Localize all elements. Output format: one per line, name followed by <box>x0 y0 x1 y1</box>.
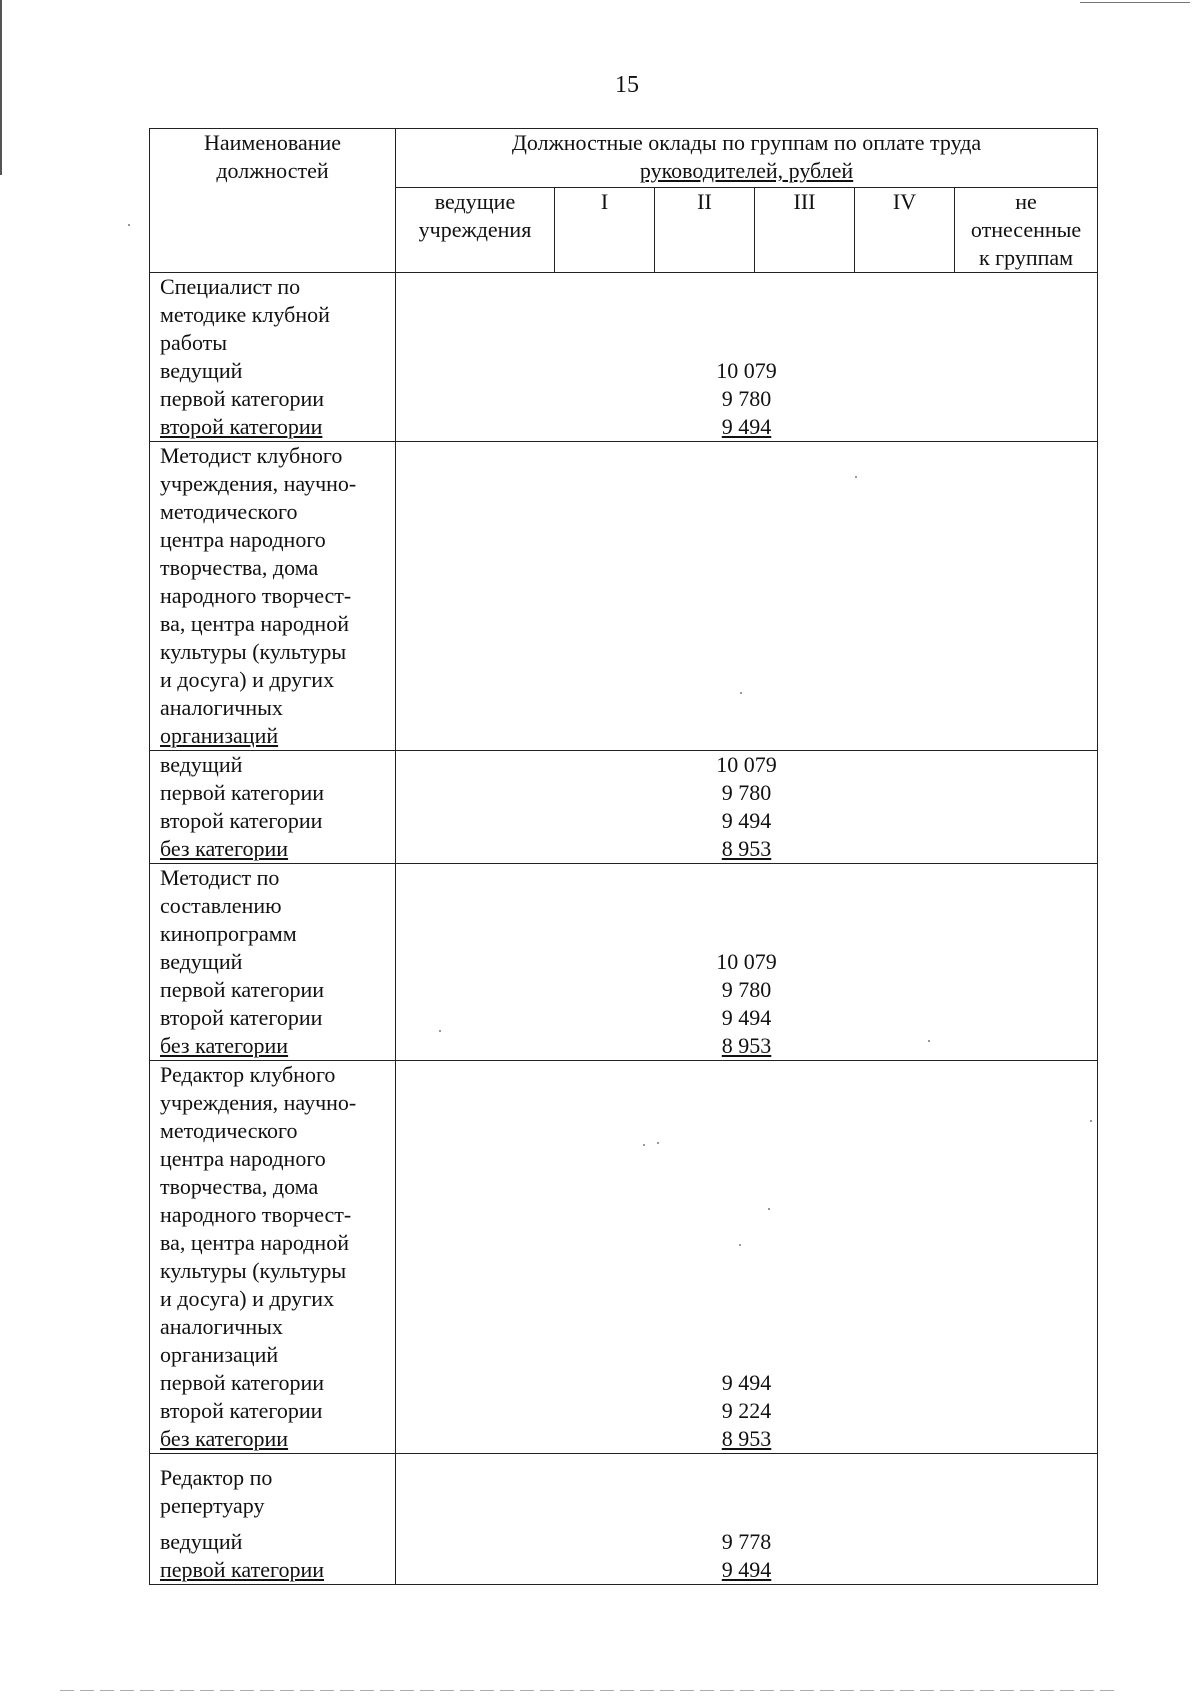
salary-value-cell <box>396 864 1098 1061</box>
scan-edge-line <box>1080 2 1190 3</box>
salary-value-line <box>396 1089 1097 1117</box>
salary-value-line <box>396 1313 1097 1341</box>
salary-value-line <box>396 273 1097 301</box>
salary-value-cell <box>396 1454 1098 1585</box>
position-name-line: творчества, дома <box>160 1174 319 1199</box>
salary-value-line: 9 780 <box>721 386 772 411</box>
position-name-line: ва, центра народной <box>160 1230 349 1255</box>
salary-value-line <box>396 864 1097 892</box>
position-name-line: ведущий <box>160 1529 243 1554</box>
position-name-line: народного творчест- <box>160 583 352 608</box>
salary-value-line: 9 494 <box>721 1370 772 1395</box>
header-name-line: Наименование <box>203 130 342 155</box>
position-name-line: Редактор по <box>160 1465 273 1490</box>
header-group-leading <box>396 188 555 273</box>
position-name-line: первой категории <box>160 386 325 411</box>
position-name-line: центра народного <box>160 1146 326 1171</box>
position-name-cell <box>150 273 396 442</box>
position-name-line: методике клубной <box>160 302 330 327</box>
header-group-line: ведущие <box>434 189 516 214</box>
salary-value-line <box>396 1464 1097 1492</box>
page-number: 15 <box>615 72 639 98</box>
salary-value-line <box>396 920 1097 948</box>
table-row <box>150 442 1098 751</box>
salary-value-line: 10 079 <box>716 752 777 777</box>
header-group-line: учреждения <box>418 217 532 242</box>
header-salary-groups <box>396 129 1098 188</box>
salary-value-line <box>396 892 1097 920</box>
salary-value-line: 9 494 <box>721 808 772 833</box>
position-name-cell <box>150 1061 396 1454</box>
position-name-cell <box>150 442 396 751</box>
table-row <box>150 1061 1098 1454</box>
scan-speck <box>643 1144 645 1146</box>
header-group-line: I <box>600 189 609 214</box>
salary-value-cell <box>396 442 1098 751</box>
scan-speck <box>128 224 130 226</box>
position-name-line: методического <box>160 499 298 524</box>
scan-edge-line <box>60 1690 1120 1691</box>
scan-speck <box>657 1142 659 1144</box>
position-name-line: аналогичных <box>160 695 283 720</box>
header-row-main <box>150 129 1098 188</box>
salary-value-line <box>396 1061 1097 1089</box>
salary-table <box>149 128 1098 1585</box>
position-name-line: ва, центра народной <box>160 611 349 636</box>
position-name-line: культуры (культуры <box>160 639 347 664</box>
position-name-line: составлению <box>160 893 282 918</box>
salary-value-line: 9 494 <box>721 414 772 439</box>
salary-value-line <box>396 301 1097 329</box>
position-name-line: первой категории <box>160 780 325 805</box>
position-name-line: ведущий <box>160 358 243 383</box>
position-name-line: второй категории <box>160 414 323 439</box>
salary-value-line: 9 494 <box>721 1557 772 1582</box>
header-main-line: руководителей, рублей <box>639 158 854 183</box>
position-name-line: Специалист по <box>160 274 301 299</box>
salary-value-cell <box>396 751 1098 864</box>
position-name-line: репертуару <box>160 1493 265 1518</box>
header-group-line: IV <box>892 189 917 214</box>
salary-value-line: 9 780 <box>721 977 772 1002</box>
position-name-line: кинопрограмм <box>160 921 297 946</box>
salary-value-line: 8 953 <box>721 836 772 861</box>
position-name-line: и досуга) и других <box>160 667 335 692</box>
position-name-line: первой категории <box>160 977 325 1002</box>
position-name-line: работы <box>160 330 228 355</box>
position-name-cell <box>150 864 396 1061</box>
scan-speck <box>855 476 857 478</box>
header-group-line: III <box>793 189 816 214</box>
header-name-line: должностей <box>216 158 329 183</box>
position-name-cell <box>150 751 396 864</box>
position-name-line: аналогичных <box>160 1314 283 1339</box>
position-name-line: первой категории <box>160 1557 325 1582</box>
position-name-line: ведущий <box>160 949 243 974</box>
table-row <box>150 864 1098 1061</box>
position-name-line: народного творчест- <box>160 1202 352 1227</box>
salary-value-line <box>396 1341 1097 1369</box>
header-group-4 <box>855 188 955 273</box>
salary-value-line <box>396 1145 1097 1173</box>
table-row <box>150 1454 1098 1585</box>
salary-value-cell <box>396 273 1098 442</box>
position-name-line: второй категории <box>160 808 323 833</box>
position-name-line: Редактор клубного <box>160 1062 336 1087</box>
salary-value-cell <box>396 1061 1098 1454</box>
scan-speck <box>739 1244 741 1246</box>
position-name-line: творчества, дома <box>160 555 319 580</box>
position-name-cell <box>150 1454 396 1585</box>
position-name-line: первой категории <box>160 1370 325 1395</box>
salary-value-line: 10 079 <box>716 358 777 383</box>
salary-value-line: 8 953 <box>721 1033 772 1058</box>
header-group-line: отнесенные <box>970 217 1082 242</box>
position-name-line: ведущий <box>160 752 243 777</box>
table-row <box>150 751 1098 864</box>
header-group-2 <box>655 188 755 273</box>
scan-speck <box>439 1030 441 1032</box>
position-name-line: учреждения, научно- <box>160 471 357 496</box>
scan-speck <box>928 1040 930 1042</box>
position-name-line: без категории <box>160 836 289 861</box>
position-name-line: Методист по <box>160 865 280 890</box>
position-name-line: учреждения, научно- <box>160 1090 357 1115</box>
salary-value-line: 9 224 <box>721 1398 772 1423</box>
salary-value-line <box>396 329 1097 357</box>
header-position-name <box>150 129 396 273</box>
position-name-line: культуры (культуры <box>160 1258 347 1283</box>
position-name-line: второй категории <box>160 1005 323 1030</box>
salary-value-line <box>396 1201 1097 1229</box>
header-group-3 <box>755 188 855 273</box>
salary-value-line: 9 780 <box>721 780 772 805</box>
salary-value-line <box>396 1229 1097 1257</box>
scan-speck <box>768 1208 770 1210</box>
scan-speck <box>1090 1120 1092 1122</box>
salary-value-line <box>396 1492 1097 1520</box>
table-row <box>150 273 1098 442</box>
position-name-line: и досуга) и других <box>160 1286 335 1311</box>
salary-value-line: 8 953 <box>721 1426 772 1451</box>
table-body <box>150 273 1098 1585</box>
header-group-unassigned <box>955 188 1098 273</box>
scan-speck <box>740 692 742 694</box>
position-name-line: центра народного <box>160 527 326 552</box>
position-name-line: организаций <box>160 1342 279 1367</box>
salary-value-line: 9 778 <box>721 1529 772 1554</box>
header-group-line: не <box>1015 189 1037 214</box>
position-name-line: Методист клубного <box>160 443 343 468</box>
position-name-line: методического <box>160 1118 298 1143</box>
header-main-line: Должностные оклады по группам по оплате труда <box>511 130 982 155</box>
salary-value-line: 9 494 <box>721 1005 772 1030</box>
position-name-line: без категории <box>160 1426 289 1451</box>
position-name-line: без категории <box>160 1033 289 1058</box>
salary-value-line <box>396 1257 1097 1285</box>
position-name-line: второй категории <box>160 1398 323 1423</box>
salary-value-line: 10 079 <box>716 949 777 974</box>
position-name-line: организаций <box>160 723 279 748</box>
salary-value-line <box>396 1173 1097 1201</box>
header-group-line: к группам <box>978 245 1074 270</box>
header-group-line: II <box>697 189 712 214</box>
header-group-1 <box>555 188 655 273</box>
salary-value-line <box>396 1285 1097 1313</box>
salary-value-line <box>396 1117 1097 1145</box>
